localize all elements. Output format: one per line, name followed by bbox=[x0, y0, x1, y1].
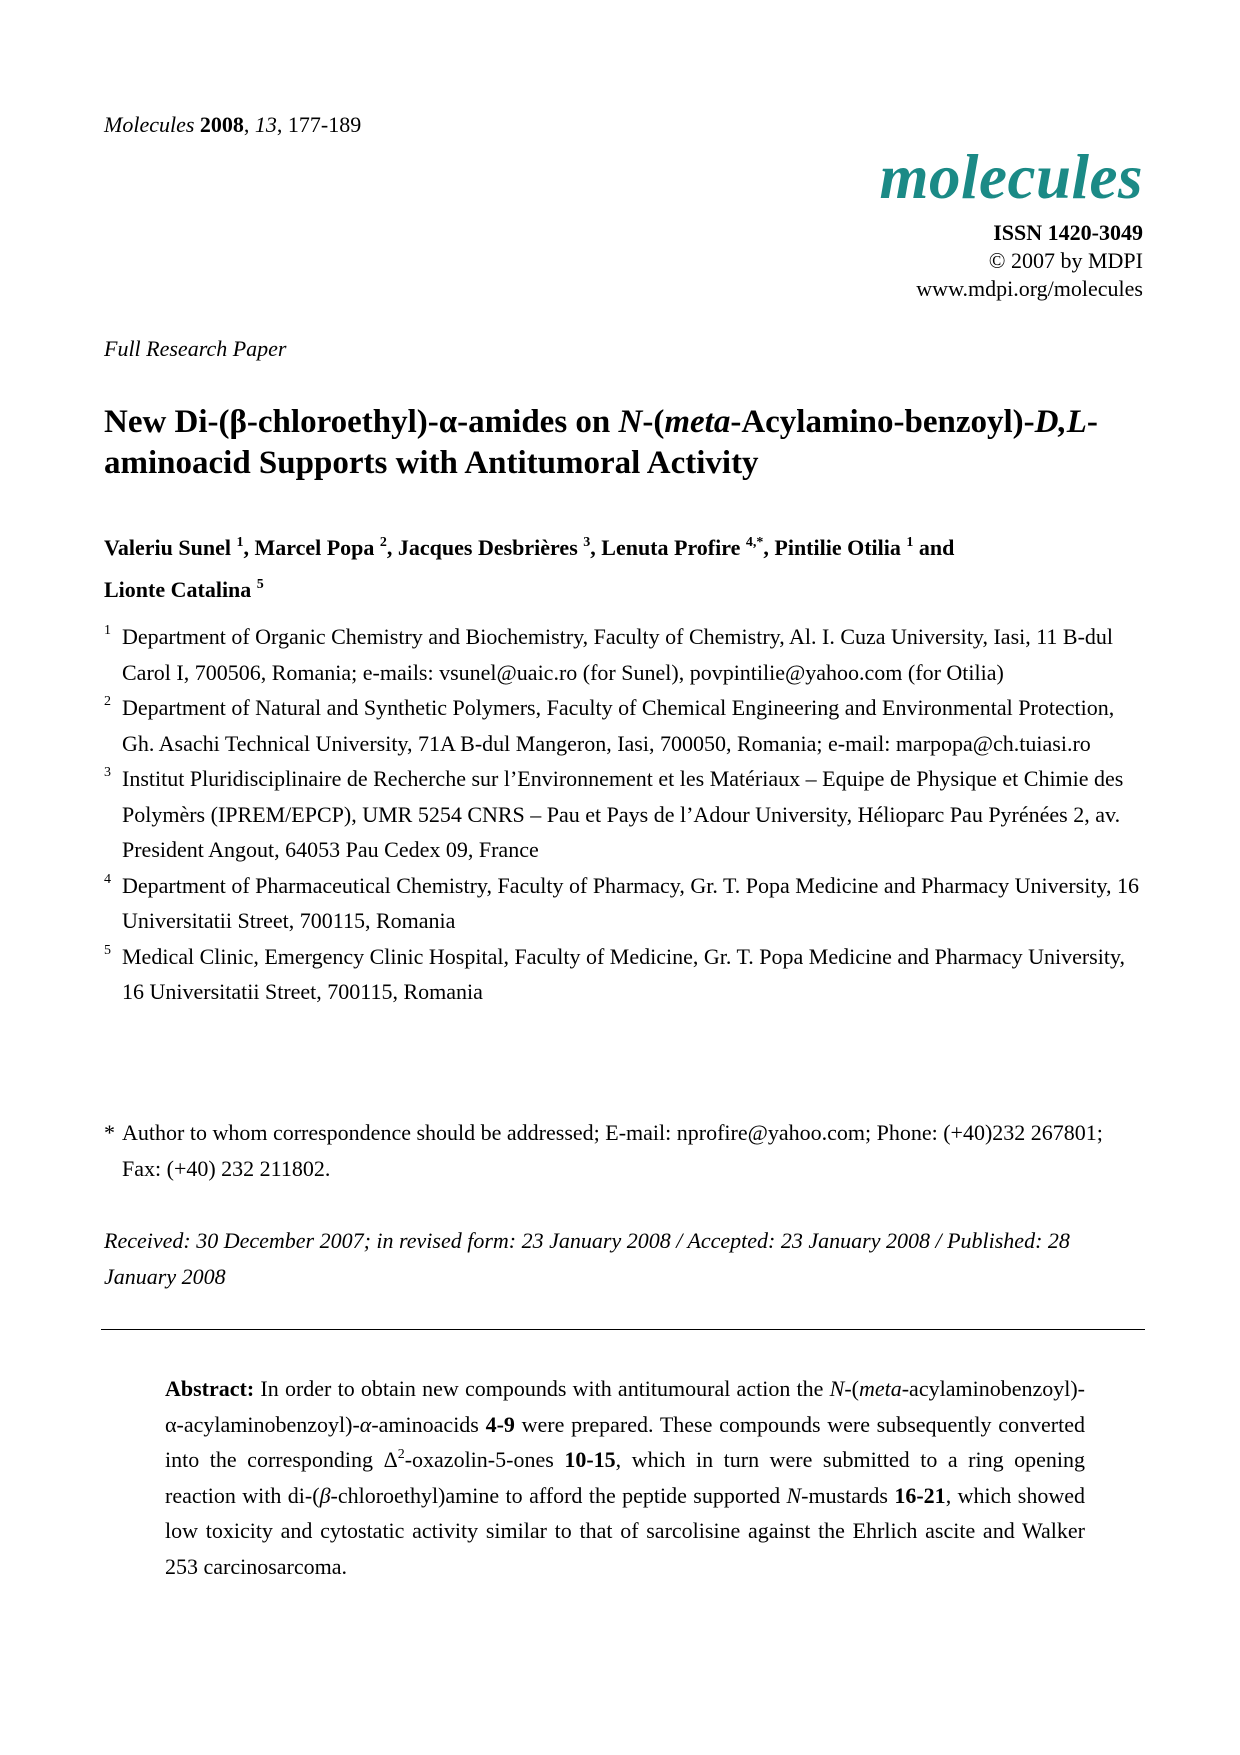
abstract bbox=[165, 1371, 1085, 1584]
journal-pages: 177-189 bbox=[287, 112, 362, 137]
author-affiliation: 1 bbox=[906, 535, 914, 550]
correspondence-star: * bbox=[104, 1120, 115, 1145]
abstract-italic: β bbox=[319, 1482, 331, 1508]
abstract-text: were prepared. These compounds were subsequently converted into the corresponding Δ bbox=[165, 1411, 1085, 1472]
journal-year: 2008 bbox=[199, 112, 244, 137]
affiliation-item bbox=[104, 619, 1144, 690]
affiliation-item bbox=[104, 761, 1144, 868]
author-connector: and bbox=[918, 535, 955, 560]
title-italic: meta bbox=[664, 404, 731, 440]
abstract-italic: meta bbox=[858, 1376, 902, 1401]
affiliation-text: Department of Organic Chemistry and Biochemistry, Faculty of Chemistry, Al. I. Cuza University, Iasi, 11 B-dul Carol I, 700506, Romania; e-mails: vsunel@uaic.ro (for Sunel), povpintilie@yahoo.com (for Otilia) bbox=[122, 624, 1114, 685]
affiliation-number: 5 bbox=[104, 942, 111, 958]
affiliation-text: Department of Natural and Synthetic Polymers, Faculty of Chemical Engineering and Environmental Protection, Gh. Asachi Technical University, 71A B-dul Mangeron, Iasi, 700050, Romania; e-mail: marpopa@ch.tuiasi.ro bbox=[122, 695, 1115, 756]
abstract-text: -chloroethyl)amine to afford the peptide supported bbox=[330, 1482, 787, 1508]
title-text: -( bbox=[642, 404, 665, 440]
affiliation-text: Medical Clinic, Emergency Clinic Hospital, Faculty of Medicine, Gr. T. Popa Medicine and Pharmacy University, 16 Universitatii Street, 700115, Romania bbox=[122, 943, 1126, 1004]
author-affiliation: 2 bbox=[379, 535, 387, 550]
author-affiliation: 5 bbox=[256, 577, 264, 592]
author-name: Pintilie Otilia bbox=[774, 535, 901, 560]
affiliation-text: Department of Pharmaceutical Chemistry, Faculty of Pharmacy, Gr. T. Popa Medicine and Pharmacy University, 16 Universitatii Street, 700115, Romania bbox=[122, 872, 1140, 933]
abstract-italic: N bbox=[786, 1482, 802, 1508]
affiliation-item bbox=[104, 868, 1144, 939]
correspondence-note bbox=[104, 1115, 1144, 1186]
abstract-text: In order to obtain new compounds with antitumoural action the bbox=[254, 1376, 830, 1401]
website-link[interactable]: www.mdpi.org/molecules bbox=[916, 276, 1143, 301]
author-affiliation: 1 bbox=[236, 535, 244, 550]
affiliation-number: 1 bbox=[104, 623, 111, 638]
author-name: Jacques Desbrières bbox=[397, 535, 578, 560]
affiliation-item bbox=[104, 939, 1144, 1010]
abstract-superscript: 2 bbox=[397, 1447, 405, 1462]
abstract-text: -( bbox=[844, 1376, 859, 1401]
title-text: New Di-(β-chloroethyl)-α-amides on bbox=[104, 404, 619, 440]
author-name: Valeriu Sunel bbox=[104, 535, 231, 560]
abstract-label: Abstract: bbox=[165, 1376, 255, 1401]
title-italic: D,L bbox=[1034, 404, 1087, 440]
paper-title bbox=[104, 402, 1144, 484]
journal-logo: molecules bbox=[879, 142, 1143, 212]
abstract-text: , which in turn were submitted to a ring opening reaction with di-( bbox=[165, 1447, 1086, 1508]
author-name: Lenuta Profire bbox=[601, 535, 741, 560]
journal-name: Molecules bbox=[104, 112, 195, 137]
compound-number: 4-9 bbox=[485, 1411, 515, 1437]
affiliation-text: Institut Pluridisciplinaire de Recherche sur l’Environnement et les Matériaux – Equipe de Physique et Chimie des Polymèrs (IPREM/EPCP), UMR 5254 CNRS – Pau et Pays de l’Adour University, Hélioparc Pau Pyrénées 2, av. President Angout, 64053 Pau Cedex 09, France bbox=[122, 766, 1124, 862]
affiliation-item bbox=[104, 690, 1144, 761]
abstract-italic: N bbox=[829, 1376, 845, 1401]
affiliation-number: 4 bbox=[104, 871, 111, 887]
title-text: -aminoacid Supports with Antitumoral Activity bbox=[104, 404, 1098, 481]
compound-number: 10-15 bbox=[564, 1447, 616, 1472]
author-affiliation: 3 bbox=[583, 535, 591, 550]
journal-volume: 13 bbox=[254, 112, 277, 137]
issn: ISSN 1420-3049 bbox=[993, 220, 1143, 245]
publication-dates: Received: 30 December 2007; in revised form: 23 January 2008 / Accepted: 23 January 2008 / Published: 28 January 2008 bbox=[104, 1228, 1070, 1289]
paper-type: Full Research Paper bbox=[104, 336, 287, 361]
compound-number: 16-21 bbox=[894, 1482, 946, 1508]
section-divider bbox=[101, 1329, 1145, 1330]
affiliation-number: 3 bbox=[104, 765, 111, 780]
title-italic: N bbox=[618, 404, 643, 440]
author-name: Marcel Popa bbox=[254, 535, 375, 560]
abstract-text: , which showed low toxicity and cytostatic activity similar to that of sarcolisine against the Ehrlich ascite and Walker 253 carcinosarcoma. bbox=[165, 1482, 1085, 1579]
title-text: -Acylamino-benzoyl)- bbox=[730, 404, 1035, 440]
abstract-text: -mustards bbox=[801, 1482, 895, 1508]
correspondence-text: Author to whom correspondence should be addressed; E-mail: nprofire@yahoo.com; Phone: (+40)232 267801; Fax: (+40) 232 211802. bbox=[122, 1120, 1103, 1181]
copyright: © 2007 by MDPI bbox=[988, 248, 1143, 273]
affiliation-list bbox=[104, 619, 1144, 1010]
author-name: Lionte Catalina bbox=[104, 577, 252, 602]
abstract-text: -acylaminobenzoyl)-α-acylaminobenzoyl)- bbox=[165, 1376, 1085, 1437]
author-affiliation: 4,* bbox=[745, 535, 764, 550]
affiliation-number: 2 bbox=[104, 694, 111, 709]
abstract-text: -aminoacids bbox=[371, 1411, 486, 1437]
author-list: Valeriu Sunel $^1$, Marcel Popa $^2$, Jacques Desbrières $^3$, Lenuta Profire $^{4,*}$, Pintilie Otilia $^1$ and Lionte Catalina $^5$ bbox=[104, 535, 955, 602]
issn-block bbox=[916, 219, 1143, 303]
journal-reference: Molecules 2008, 13, 177-189 bbox=[104, 112, 362, 137]
abstract-italic: α bbox=[359, 1411, 372, 1437]
abstract-text: -oxazolin-5-ones bbox=[404, 1447, 565, 1472]
